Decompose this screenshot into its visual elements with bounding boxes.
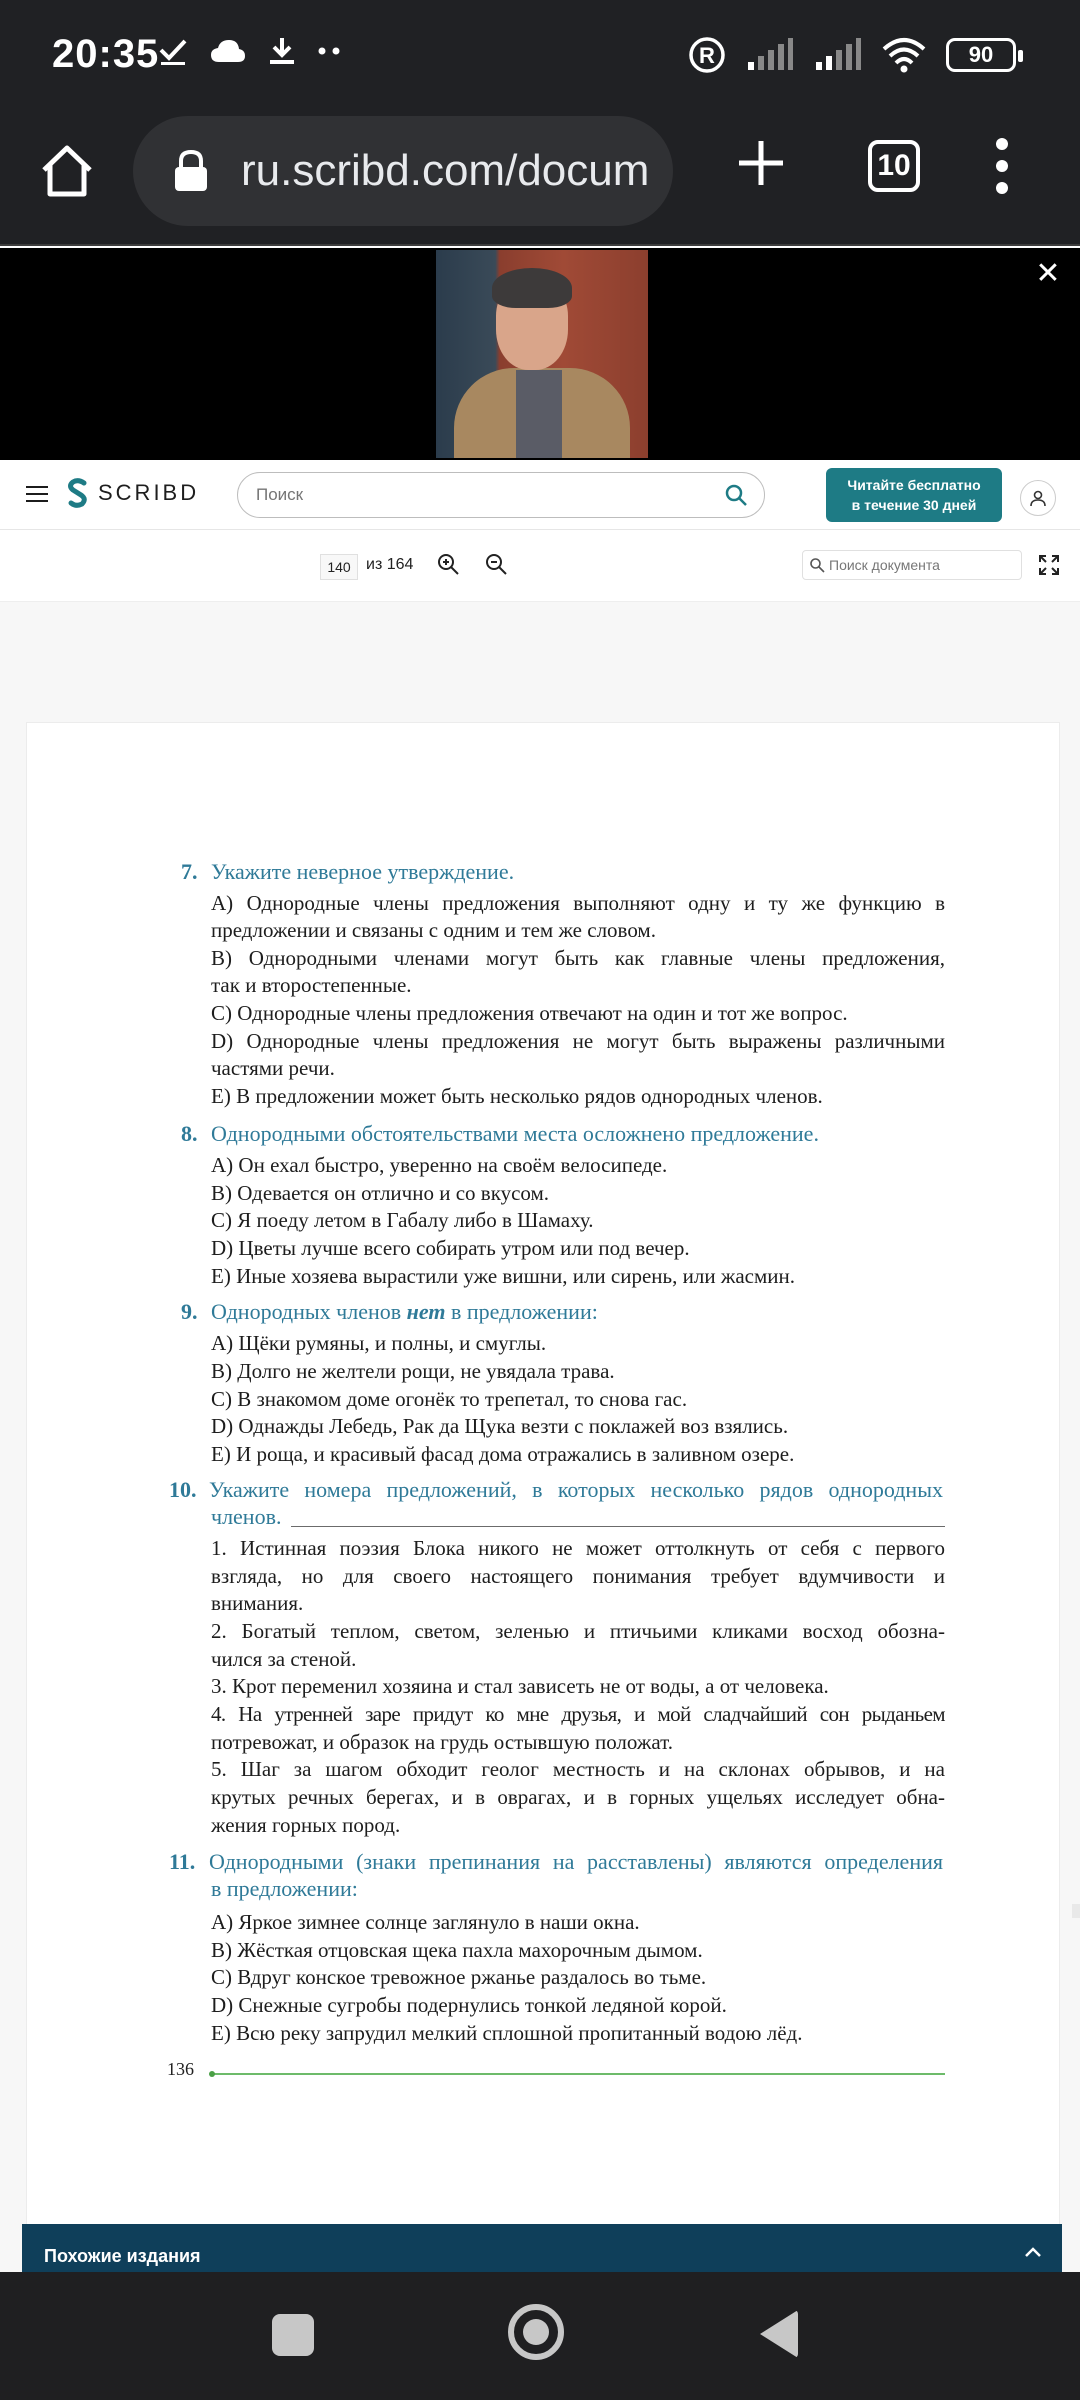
option-line: B) Долго не желтели рощи, не увядала трава. — [211, 1359, 615, 1383]
option-line: жения горных пород. — [211, 1813, 401, 1837]
option-line: D) Однородные члены предложения не могут быть выражены различными — [211, 1029, 945, 1053]
option-line: так и второстепенные. — [211, 973, 412, 997]
free-trial-button[interactable] — [826, 468, 1002, 522]
question-text-emphasis: нет — [406, 1299, 446, 1324]
back-button[interactable] — [760, 2310, 798, 2358]
tab-switcher-button[interactable]: 10 — [868, 140, 920, 192]
question-number: 10. — [169, 1477, 197, 1502]
option-line: 4. На утренней заре придут ко мне друзья, и мой сладчайший сон рыданьем — [211, 1702, 945, 1726]
svg-text:R: R — [699, 43, 715, 68]
option-line: B) Одевается он отлично и со вкусом. — [211, 1181, 550, 1205]
option-line: C) Вдруг конское тревожное ржанье раздалось во тьме. — [211, 1965, 707, 1989]
status-time: 20:35 — [52, 32, 160, 76]
site-search[interactable] — [237, 472, 765, 518]
question-number: 7. — [181, 859, 198, 884]
search-icon — [809, 557, 825, 573]
user-icon[interactable] — [1020, 480, 1056, 516]
status-notifications — [158, 36, 342, 66]
cloud-icon — [210, 38, 246, 64]
question-text-before: Однородных членов — [211, 1299, 407, 1324]
home-button[interactable] — [508, 2304, 564, 2360]
scribd-logo-icon — [66, 478, 90, 508]
zoom-out-icon[interactable] — [484, 552, 508, 576]
status-system-icons — [688, 36, 1016, 74]
question-text — [211, 1299, 598, 1325]
chevron-up-icon[interactable] — [1024, 2246, 1042, 2258]
option-line: частями речи. — [211, 1056, 335, 1080]
option-line: взгляда, но для своего настоящего понимания требует вдумчивости и — [211, 1564, 945, 1588]
check-icon — [158, 36, 188, 66]
page-number: 136 — [167, 2059, 194, 2079]
download-icon — [268, 36, 296, 66]
option-line: C) Я поеду летом в Габалу либо в Шамаху. — [211, 1208, 594, 1232]
url-text: ru.scribd.com/docum — [241, 146, 650, 195]
scribd-header — [0, 460, 1080, 530]
option-line: A) Однородные члены предложения выполняют одну и ту же функцию в — [211, 891, 945, 915]
close-icon[interactable]: ✕ — [1035, 257, 1061, 290]
fullscreen-icon[interactable] — [1038, 554, 1060, 576]
option-line: 1. Истинная поэзия Блока никого не может оттолкнуть от себя с первого — [211, 1536, 945, 1560]
option-line: 3. Крот переменил хозяина и стал зависеть не от воды, а от человека. — [211, 1674, 829, 1698]
page-number-input[interactable]: 140 — [320, 554, 358, 580]
page-count: из 164 — [366, 556, 414, 573]
option-line: B) Однородными членами могут быть как главные члены предложения, — [211, 946, 945, 970]
signal-icon-2 — [814, 38, 862, 72]
logo-text: SCRIBD — [98, 480, 200, 505]
question-text: Однородными (знаки препинания на расставлены) являются определения — [209, 1849, 943, 1874]
option-line: A) Он ехал быстро, уверенно на своём велосипеде. — [211, 1153, 668, 1177]
more-notifications-icon — [318, 46, 342, 56]
site-search-input[interactable] — [256, 485, 676, 505]
battery-indicator: 90 — [946, 38, 1016, 72]
scribd-logo[interactable] — [66, 478, 199, 508]
option-line: D) Однажды Лебедь, Рак да Щука везти с поклажей воз взялись. — [211, 1414, 789, 1438]
home-icon[interactable] — [38, 142, 96, 200]
system-navigation-bar — [0, 2272, 1080, 2400]
option-line: D) Снежные сугробы подернулись тонкой ледяной корой. — [211, 1993, 727, 2017]
document-search[interactable] — [802, 550, 1022, 580]
option-line: D) Цветы лучше всего собирать утром или под вечер. — [211, 1236, 690, 1260]
cta-line-2: в течение 30 дней — [851, 497, 977, 513]
question-text-line2: членов. — [211, 1504, 282, 1529]
address-bar[interactable] — [133, 116, 673, 226]
question-text-after: в предложении: — [445, 1299, 598, 1324]
option-line: 5. Шаг за шагом обходит геолог местность и на склонах обрывов, и на — [211, 1757, 945, 1781]
question-number: 11. — [169, 1849, 196, 1874]
question-text-line2: в предложении: — [211, 1876, 358, 1901]
page-footer-rule — [211, 2073, 945, 2075]
option-line: 2. Богатый теплом, светом, зеленью и птичьими кликами восход обозна- — [211, 1619, 945, 1643]
zoom-in-icon[interactable] — [436, 552, 460, 576]
browser-menu-icon[interactable] — [995, 138, 1009, 194]
option-line: внимания. — [211, 1591, 304, 1615]
option-line: B) Жёсткая отцовская щека пахла махорочным дымом. — [211, 1938, 703, 1962]
option-line: C) Однородные члены предложения отвечают на один и тот же вопрос. — [211, 1001, 848, 1025]
option-line: E) И роща, и красивый фасад дома отражались в заливном озере. — [211, 1442, 795, 1466]
option-line: E) Иные хозяева вырастили уже вишни, или сирень, или жасмин. — [211, 1264, 795, 1288]
document-search-placeholder: Поиск документа — [829, 557, 940, 573]
option-line: C) В знакомом доме огонёк то трепетал, то снова гас. — [211, 1387, 688, 1411]
lock-icon — [171, 149, 211, 193]
document-toolbar — [0, 530, 1080, 602]
recents-button[interactable] — [272, 2314, 314, 2356]
search-icon[interactable] — [724, 483, 748, 507]
document-page — [26, 722, 1060, 2272]
option-line: чился за стеной. — [211, 1647, 357, 1671]
hamburger-menu-icon[interactable] — [26, 486, 48, 502]
question-text: Укажите неверное утверждение. — [211, 859, 515, 884]
option-line: E) Всю реку запрудил мелкий сплошной пропитанный водою лёд. — [211, 2021, 803, 2045]
question-text: Укажите номера предложений, в которых несколько рядов однородных — [209, 1477, 943, 1502]
scrollbar-thumb[interactable] — [1072, 1904, 1080, 1918]
browser-toolbar — [0, 112, 1080, 246]
wifi-icon — [882, 37, 926, 73]
question-number: 8. — [181, 1121, 198, 1146]
question-number: 9. — [181, 1299, 198, 1324]
signal-icon-1 — [746, 38, 794, 72]
related-title: Похожие издания — [44, 2246, 201, 2266]
answer-line[interactable] — [291, 1525, 945, 1527]
cta-line-1: Читайте бесплатно — [847, 477, 981, 493]
option-line: потревожат, и образок на грудь остывшую положат. — [211, 1730, 674, 1754]
option-line: предложении и связаны с одним и тем же словом. — [211, 918, 656, 942]
option-line: E) В предложении может быть несколько рядов однородных членов. — [211, 1084, 823, 1108]
video-thumbnail[interactable] — [436, 250, 648, 458]
option-line: крутых речных берегах, и в оврагах, и в горных ущельях исследует обна- — [211, 1785, 945, 1809]
document-viewport[interactable] — [0, 602, 1080, 2272]
registered-icon — [688, 36, 726, 74]
question-text: Однородными обстоятельствами места осложнено предложение. — [211, 1121, 819, 1146]
new-tab-icon[interactable] — [736, 138, 786, 188]
option-line: A) Яркое зимнее солнце заглянуло в наши окна. — [211, 1910, 640, 1934]
related-documents-panel[interactable] — [22, 2224, 1062, 2276]
video-ad[interactable] — [0, 248, 1080, 460]
option-line: A) Щёки румяны, и полны, и смуглы. — [211, 1331, 547, 1355]
status-bar — [0, 0, 1080, 112]
